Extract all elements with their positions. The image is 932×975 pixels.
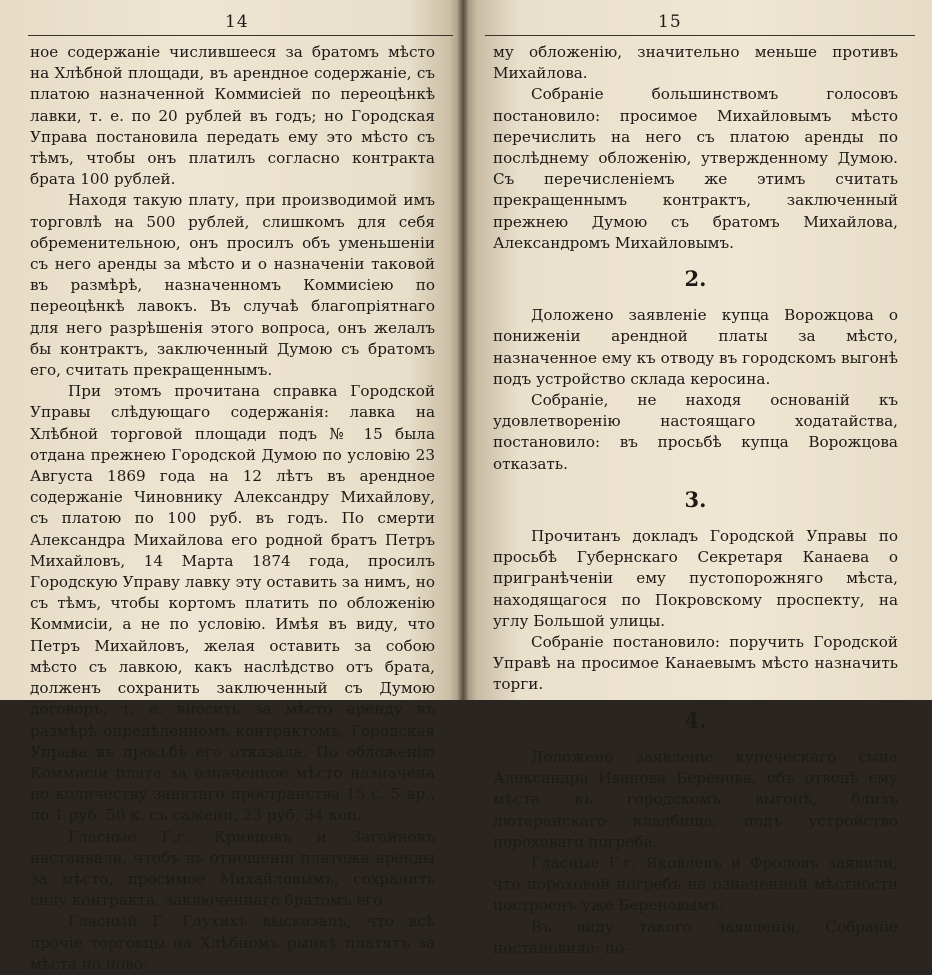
header-rule xyxy=(28,35,453,36)
section-number: 3. xyxy=(684,486,707,512)
section-number: 2. xyxy=(684,266,707,292)
header-rule xyxy=(485,35,915,36)
paragraph: Гласные Г.г. Яковлевъ и Фроловъ заявили, что пороховой погребъ на означенной мѣстности построенъ уже Береновымъ. xyxy=(493,853,898,915)
paragraph: Находя такую плату, при производимой имъ торговлѣ на 500 рублей, слишкомъ для себя обременительною, онъ просилъ объ уменьшеніи съ него аренды за мѣсто и о назначеніи таковой въ размѣрѣ, назначенномъ Коммисіею по переоцѣнкѣ лавокъ. Въ случаѣ благопріятнаго для него разрѣшенія этого вопроса, онъ желалъ бы контрактъ, заключенный Думою съ братомъ его, считать прекращеннымъ. xyxy=(30,191,435,380)
paragraph: ное содержаніе числившееся за братомъ мѣсто на Хлѣбной площади, въ арендное содержаніе, съ платою назначенной Коммисіей по переоцѣнкѣ лавки, т. е. по 20 рублей въ годъ; но Городская Управа постановила передать ему это мѣсто съ тѣмъ, чтобы онъ платилъ согласно контракта брата 100 рублей. xyxy=(30,43,435,189)
paragraph: Гласный Г. Глухихъ высказалъ, что всѣ прочіе торговцы на Хлѣбномъ рынкѣ платятъ за мѣста по ново- xyxy=(30,912,435,973)
paragraph: му обложенію, значительно меньше противъ Михайлова. xyxy=(493,43,898,83)
paragraph: Собраніе большинствомъ голосовъ постановило: просимое Михайловымъ мѣсто перечислить на него съ платою аренды по послѣднему обложенію, утвержденному Думою. Съ перечисленіемъ же этимъ считать прекращеннымъ контрактъ, заключенный прежнею Думою съ братомъ Михайлова, Александромъ Михайловымъ. xyxy=(493,85,898,252)
right-page xyxy=(463,0,932,957)
book-gutter xyxy=(458,0,468,700)
paragraph: Доложено заявленіе купца Ворожцова о пониженіи арендной платы за мѣсто, назначенное ему къ отводу въ городскомъ выгонѣ подъ устройство склада керосина. xyxy=(493,306,898,388)
right-page-body xyxy=(493,42,898,959)
paragraph: Въ виду такого заявленія, Собраніе постановило: по- xyxy=(493,917,898,957)
paragraph: Доложено заявленіе купеческаго сына Александра Иванова Беренова, объ отводѣ ему мѣста въ городскомъ выгонѣ, близъ лютеранскаго кладбища, подъ устройство пороховаго погреба. xyxy=(493,747,898,851)
paragraph: Собраніе, не находя основаній къ удовлетворенію настоящаго ходатайства, постановило: въ просьбѣ купца Ворожцова отказать. xyxy=(493,391,898,473)
page-number: 14 xyxy=(225,12,249,32)
paragraph: Собраніе постановило: поручить Городской Управѣ на просимое Канаевымъ мѣсто назначить торги. xyxy=(493,633,898,694)
section-number: 4. xyxy=(684,707,707,733)
left-page-body xyxy=(30,42,435,975)
paragraph: Прочитанъ докладъ Городской Управы по просьбѣ Губернскаго Секретаря Канаева о пригранѣченіи ему пустопорожняго мѣста, находящагося по Покровскому проспекту, на углу Большой улицы. xyxy=(493,527,898,630)
paragraph: При этомъ прочитана справка Городской Управы слѣдующаго содержанія: лавка на Хлѣбной торговой площади подъ № 15 была отдана прежнею Городской Думою по условію 23 Августа 1869 года на 12 лѣтъ въ арендное содержаніе Чиновнику Александру Михайлову, съ платою по 100 руб. въ годъ. По смерти Александра Михайлова его родной братъ Петръ Михайловъ, 14 Марта 1874 года, просилъ Городскую Управу лавку эту оставить за нимъ, но съ тѣмъ, чтобы кортомъ платить по обложенію Коммисіи, а не по условію. Имѣя въ виду, что Петръ Михайловъ, желая оставить за собою мѣсто съ лавкою, какъ наслѣдство отъ брата, долженъ сохранить заключенный съ Думою договоръ, т. е. вносить за мѣсто аренду въ размѣрѣ опредѣленномъ контрактомъ, Городская Управа въ просьбѣ его отказала. По обложенію Коммисіи плата за означенное мѣсто назначена по количеству занятаго пространства 15 с. 5 ар., по 1 руб. 50 к. съ сажени, 23 руб. 34 коп. xyxy=(30,382,435,825)
paragraph: Гласные Г.г. Кривцовъ и Загайновъ настаивали, чтобъ въ отношеніи платежа аренды за мѣсто, просимое Михайловымъ, сохранить силу контракта, заключеннаго братомъ его. xyxy=(30,827,435,910)
left-page xyxy=(0,0,463,973)
page-number: 15 xyxy=(658,12,682,32)
